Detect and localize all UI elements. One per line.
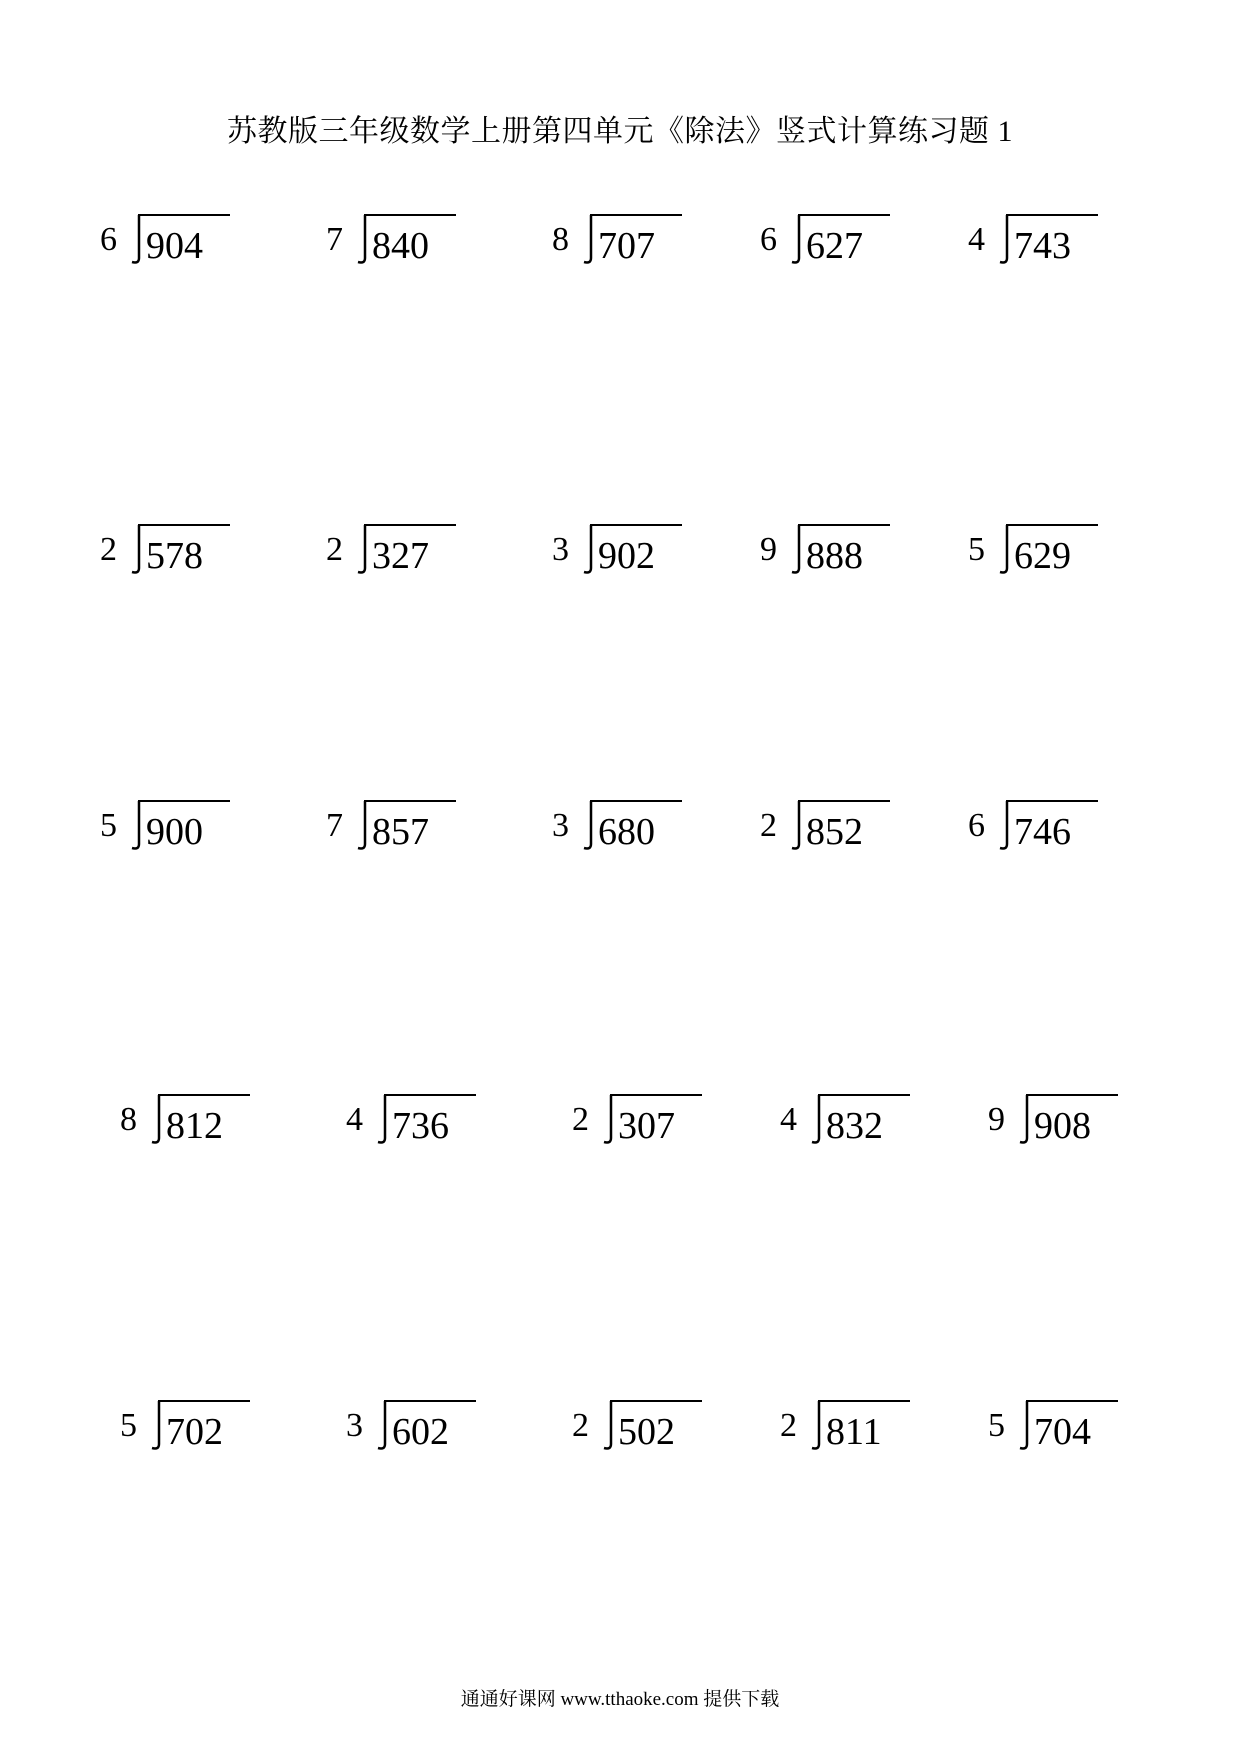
divisor: 3 — [552, 531, 569, 568]
division-bracket-icon — [810, 1400, 822, 1452]
division-problem — [572, 1090, 732, 1160]
dividend: 702 — [166, 1411, 223, 1453]
vinculum — [798, 800, 890, 802]
dividend: 812 — [166, 1105, 223, 1147]
dividend: 900 — [146, 811, 203, 853]
dividend: 852 — [806, 811, 863, 853]
division-bracket-icon — [150, 1400, 162, 1452]
division-problem — [326, 796, 486, 866]
dividend: 904 — [146, 225, 203, 267]
dividend: 327 — [372, 535, 429, 577]
dividend: 680 — [598, 811, 655, 853]
dividend: 704 — [1034, 1411, 1091, 1453]
division-problem — [760, 520, 920, 590]
vinculum — [798, 214, 890, 216]
division-problem — [968, 520, 1128, 590]
division-problem — [760, 796, 920, 866]
division-problem — [988, 1090, 1148, 1160]
division-bracket-icon — [582, 800, 594, 852]
divisor: 7 — [326, 807, 343, 844]
vinculum — [384, 1094, 476, 1096]
vinculum — [1026, 1094, 1118, 1096]
division-problem — [780, 1396, 940, 1466]
division-problem — [968, 796, 1128, 866]
division-bracket-icon — [356, 524, 368, 576]
dividend: 578 — [146, 535, 203, 577]
vinculum — [798, 524, 890, 526]
division-problem — [120, 1090, 280, 1160]
dividend: 602 — [392, 1411, 449, 1453]
division-problem — [326, 210, 486, 280]
division-bracket-icon — [602, 1400, 614, 1452]
division-bracket-icon — [1018, 1400, 1030, 1452]
division-problem — [552, 520, 712, 590]
vinculum — [590, 800, 682, 802]
division-problem — [100, 520, 260, 590]
division-problem — [552, 796, 712, 866]
dividend: 629 — [1014, 535, 1071, 577]
divisor: 4 — [346, 1101, 363, 1138]
division-problem — [760, 210, 920, 280]
vinculum — [1006, 524, 1098, 526]
vinculum — [138, 214, 230, 216]
page-footer: 通通好课网 www.tthaoke.com 提供下载 — [460, 1689, 780, 1710]
division-problem — [968, 210, 1128, 280]
division-bracket-icon — [130, 800, 142, 852]
dividend: 857 — [372, 811, 429, 853]
divisor: 2 — [760, 807, 777, 844]
vinculum — [818, 1400, 910, 1402]
division-bracket-icon — [810, 1094, 822, 1146]
divisor: 7 — [326, 221, 343, 258]
dividend: 832 — [826, 1105, 883, 1147]
vinculum — [590, 524, 682, 526]
dividend: 627 — [806, 225, 863, 267]
divisor: 2 — [326, 531, 343, 568]
division-problem — [120, 1396, 280, 1466]
division-bracket-icon — [790, 800, 802, 852]
divisor: 3 — [346, 1407, 363, 1444]
division-bracket-icon — [998, 214, 1010, 266]
division-bracket-icon — [602, 1094, 614, 1146]
divisor: 8 — [120, 1101, 137, 1138]
division-bracket-icon — [998, 524, 1010, 576]
division-problem — [100, 796, 260, 866]
vinculum — [1026, 1400, 1118, 1402]
divisor: 4 — [968, 221, 985, 258]
division-problem — [552, 210, 712, 280]
division-bracket-icon — [376, 1094, 388, 1146]
dividend: 743 — [1014, 225, 1071, 267]
dividend: 307 — [618, 1105, 675, 1147]
division-bracket-icon — [1018, 1094, 1030, 1146]
dividend: 908 — [1034, 1105, 1091, 1147]
vinculum — [364, 214, 456, 216]
dividend: 746 — [1014, 811, 1071, 853]
vinculum — [158, 1094, 250, 1096]
division-problem — [346, 1090, 506, 1160]
dividend: 736 — [392, 1105, 449, 1147]
divisor: 6 — [100, 221, 117, 258]
division-problem — [100, 210, 260, 280]
division-problem — [780, 1090, 940, 1160]
dividend: 502 — [618, 1411, 675, 1453]
divisor: 5 — [988, 1407, 1005, 1444]
divisor: 2 — [572, 1101, 589, 1138]
divisor: 5 — [968, 531, 985, 568]
vinculum — [364, 524, 456, 526]
divisor: 3 — [552, 807, 569, 844]
divisor: 9 — [988, 1101, 1005, 1138]
vinculum — [610, 1094, 702, 1096]
division-bracket-icon — [376, 1400, 388, 1452]
page-title: 苏教版三年级数学上册第四单元《除法》竖式计算练习题 1 — [227, 115, 1013, 148]
vinculum — [384, 1400, 476, 1402]
divisor: 2 — [100, 531, 117, 568]
vinculum — [590, 214, 682, 216]
division-problem — [326, 520, 486, 590]
division-bracket-icon — [356, 800, 368, 852]
division-bracket-icon — [582, 524, 594, 576]
division-bracket-icon — [356, 214, 368, 266]
divisor: 4 — [780, 1101, 797, 1138]
vinculum — [1006, 800, 1098, 802]
vinculum — [1006, 214, 1098, 216]
vinculum — [138, 800, 230, 802]
vinculum — [158, 1400, 250, 1402]
vinculum — [610, 1400, 702, 1402]
vinculum — [364, 800, 456, 802]
division-bracket-icon — [790, 214, 802, 266]
divisor: 2 — [572, 1407, 589, 1444]
divisor: 2 — [780, 1407, 797, 1444]
vinculum — [818, 1094, 910, 1096]
division-bracket-icon — [582, 214, 594, 266]
division-bracket-icon — [998, 800, 1010, 852]
divisor: 8 — [552, 221, 569, 258]
division-problem — [988, 1396, 1148, 1466]
dividend: 902 — [598, 535, 655, 577]
division-problem — [346, 1396, 506, 1466]
division-bracket-icon — [130, 524, 142, 576]
divisor: 6 — [968, 807, 985, 844]
division-problem — [572, 1396, 732, 1466]
division-bracket-icon — [150, 1094, 162, 1146]
division-bracket-icon — [130, 214, 142, 266]
division-bracket-icon — [790, 524, 802, 576]
divisor: 6 — [760, 221, 777, 258]
dividend: 840 — [372, 225, 429, 267]
dividend: 707 — [598, 225, 655, 267]
divisor: 5 — [120, 1407, 137, 1444]
dividend: 811 — [826, 1411, 882, 1453]
divisor: 5 — [100, 807, 117, 844]
dividend: 888 — [806, 535, 863, 577]
divisor: 9 — [760, 531, 777, 568]
vinculum — [138, 524, 230, 526]
